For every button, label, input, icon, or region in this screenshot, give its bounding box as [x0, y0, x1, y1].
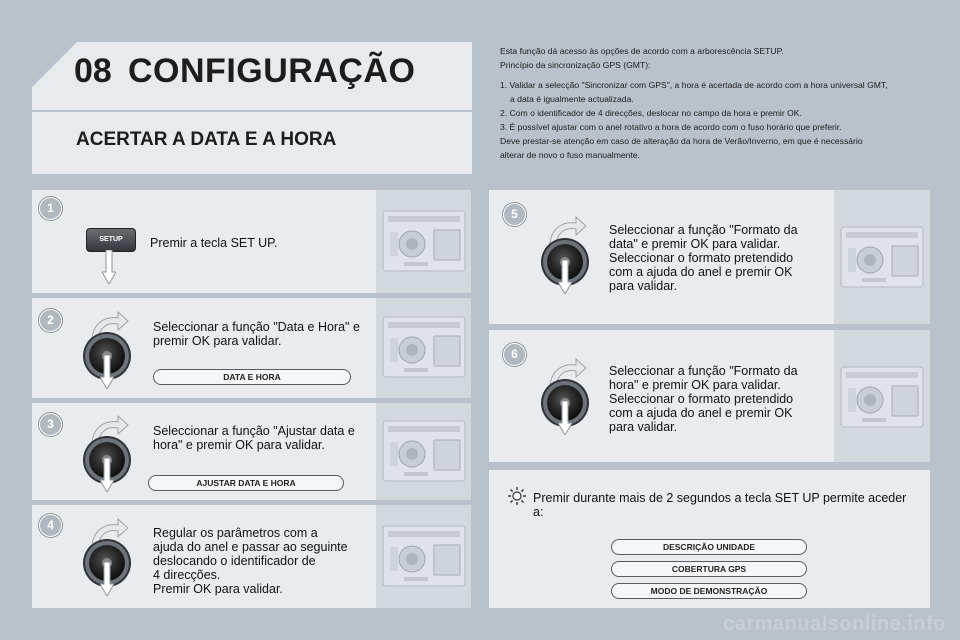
step-text	[609, 223, 798, 293]
tip-text	[533, 491, 923, 519]
intro-note: Deve prestar-se atenção em caso de alteração da hora de Verão/Inverno, em que é necessário	[500, 136, 863, 146]
step-text-line: hora" e premir OK para validar.	[609, 378, 781, 392]
step-number-badge: 1	[39, 197, 62, 220]
step-text-line: para validar.	[609, 420, 678, 434]
intro-line: Princípio da sincronização GPS (GMT):	[500, 60, 651, 70]
step-text-line: Seleccionar a função "Ajustar data e	[153, 424, 355, 438]
step-text-line: Premir OK para validar.	[153, 582, 283, 596]
step-text	[153, 320, 360, 348]
step-number-badge: 5	[503, 203, 526, 226]
menu-label-descricao-unidade: DESCRIÇÃO UNIDADE	[611, 539, 807, 555]
press-arrow-icon	[100, 355, 114, 389]
section-title: ACERTAR A DATA E A HORA	[76, 129, 337, 150]
radio-unit-icon	[382, 316, 466, 378]
menu-label-modo-de-demonstracao: MODO DE DEMONSTRAÇÃO	[611, 583, 807, 599]
radio-unit-icon	[382, 210, 466, 272]
intro-note: alterar de novo o fuso manualmente.	[500, 150, 640, 160]
radio-unit-icon	[382, 420, 466, 482]
step-text-line: com a ajuda do anel e premir OK	[609, 406, 793, 420]
step-text-line: Seleccionar o formato pretendido	[609, 251, 794, 265]
tip-text-line: a:	[533, 505, 544, 519]
step-number-badge: 4	[39, 514, 62, 537]
rotate-arrow-icon	[88, 517, 130, 547]
intro-item: 3. É possível ajustar com o anel rotativo a hora de acordo com o fuso horário que preferir.	[500, 122, 842, 132]
press-arrow-icon	[558, 260, 572, 294]
menu-label-data-e-hora: DATA E HORA	[153, 369, 351, 385]
press-arrow-icon	[100, 562, 114, 596]
step-text	[609, 364, 798, 434]
rotate-arrow-icon	[546, 215, 588, 245]
setup-key-icon: SETUP	[86, 228, 136, 252]
intro-item: a data é igualmente actualizada.	[510, 94, 634, 104]
step-text: Premir a tecla SET UP.	[150, 236, 278, 250]
press-arrow-icon	[100, 458, 114, 492]
press-arrow-icon	[558, 401, 572, 435]
step-text	[153, 424, 355, 452]
press-arrow-icon	[102, 250, 116, 284]
step-text-line: 4 direcções.	[153, 568, 221, 582]
menu-label-ajustar-data-e-hora: AJUSTAR DATA E HORA	[148, 475, 344, 491]
step-text-line: com a ajuda do anel e premir OK	[609, 265, 793, 279]
menu-label-cobertura-gps: COBERTURA GPS	[611, 561, 807, 577]
watermark: carmanualsonline.info	[723, 613, 946, 635]
chapter-title: CONFIGURAÇÃO	[128, 52, 416, 90]
rotate-arrow-icon	[88, 414, 130, 444]
step-text-line: Seleccionar o formato pretendido	[609, 392, 794, 406]
step-text-line: Seleccionar a função "Formato da	[609, 223, 798, 237]
radio-unit-icon	[840, 366, 924, 428]
step-text-line: premir OK para validar.	[153, 334, 282, 348]
step-text-line: data" e premir OK para validar.	[609, 237, 781, 251]
step-text	[153, 526, 348, 596]
chapter-number: 08	[74, 52, 112, 90]
tip-text-line: Premir durante mais de 2 segundos a tecla SET UP permite aceder	[533, 491, 907, 505]
rotate-arrow-icon	[88, 310, 130, 340]
step-text-line: Regular os parâmetros com a	[153, 526, 318, 540]
step-text-line: hora" e premir OK para validar.	[153, 438, 325, 452]
radio-unit-icon	[840, 226, 924, 288]
step-number-badge: 2	[39, 309, 62, 332]
intro-text	[500, 44, 930, 162]
step-text-line: Seleccionar a função "Data e Hora" e	[153, 320, 360, 334]
radio-unit-icon	[382, 525, 466, 587]
step-number-badge: 6	[503, 343, 526, 366]
tip-sun-icon	[507, 486, 527, 506]
step-text-line: Seleccionar a função "Formato da	[609, 364, 798, 378]
intro-item: 1. Validar a selecção "Sincronizar com GPS", a hora é acertada de acordo com a hora universal GMT,	[500, 80, 888, 90]
step-text-line: para validar.	[609, 279, 678, 293]
step-text-line: ajuda do anel e passar ao seguinte	[153, 540, 348, 554]
intro-line: Esta função dá acesso às opções de acordo com a arborescência SETUP.	[500, 46, 784, 56]
intro-item: 2. Com o identificador de 4 direcções, deslocar no campo da hora e premir OK.	[500, 108, 802, 118]
step-number-badge: 3	[39, 413, 62, 436]
rotate-arrow-icon	[546, 357, 588, 387]
step-text-line: deslocando o identificador de	[153, 554, 316, 568]
